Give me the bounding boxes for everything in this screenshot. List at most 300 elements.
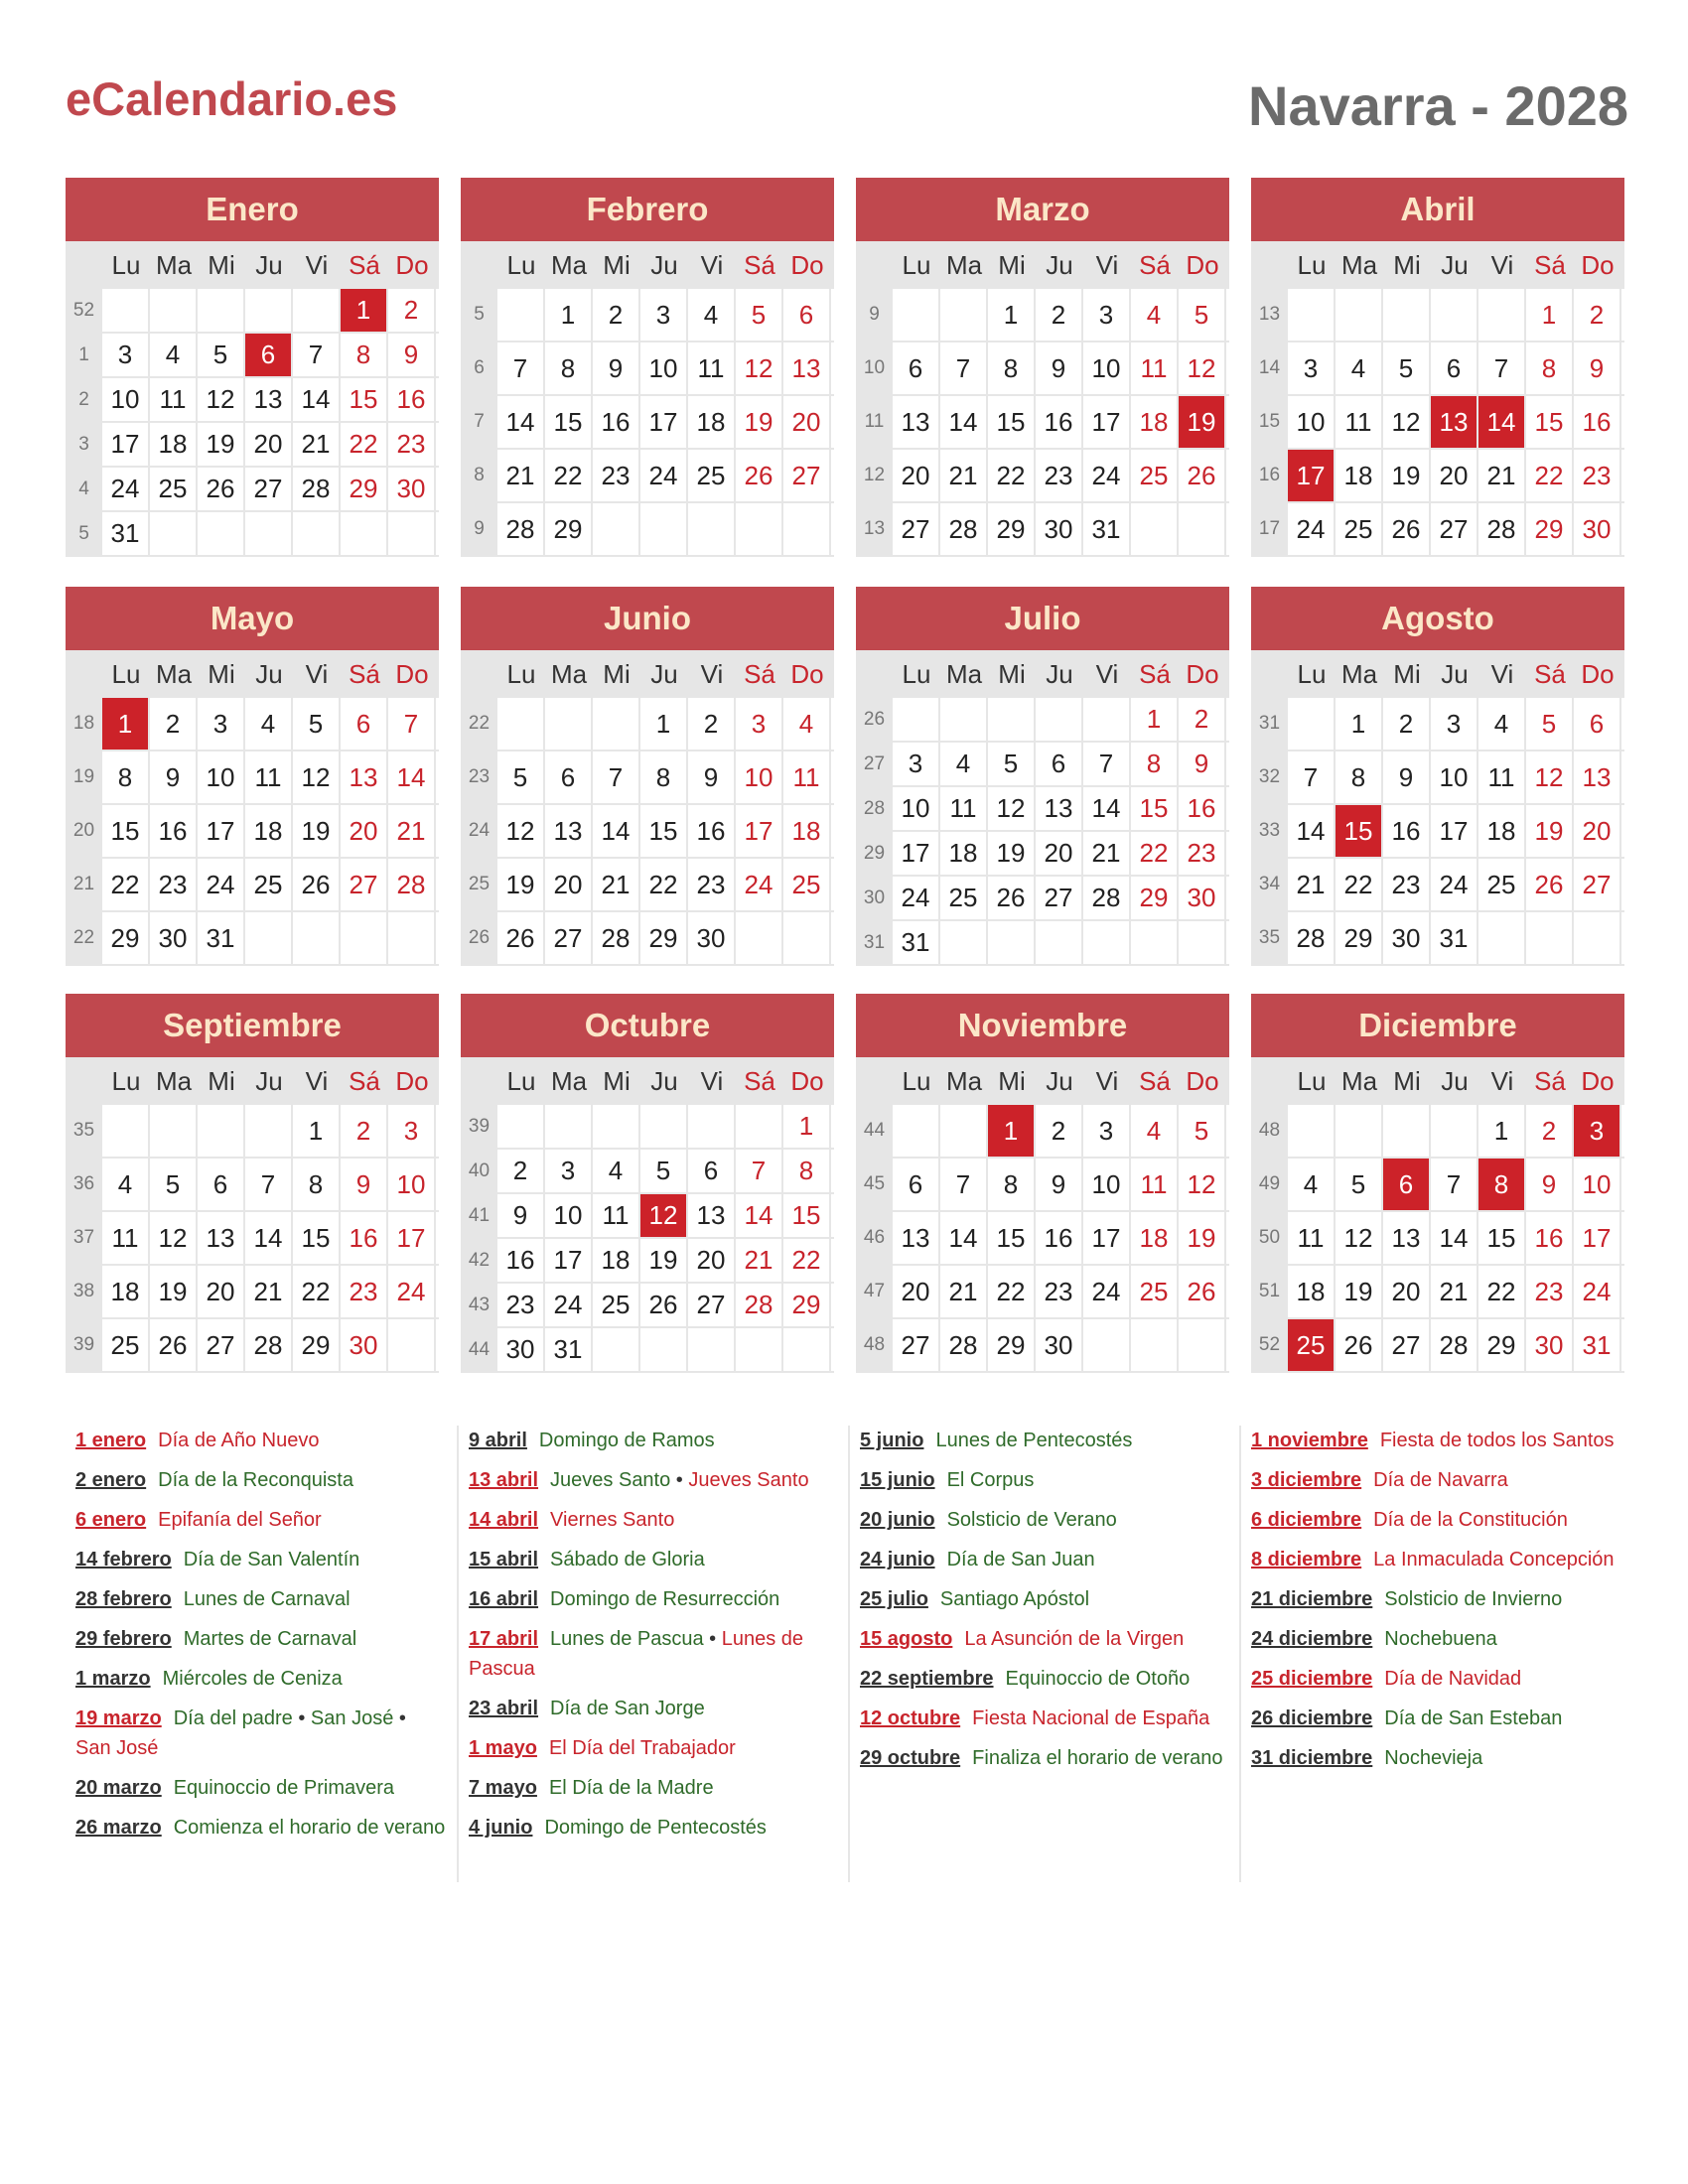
day-cell[interactable]: 29	[1478, 1319, 1526, 1371]
day-cell[interactable]: 29	[783, 1284, 831, 1326]
holiday-date-link[interactable]: 16 abril	[469, 1588, 539, 1610]
holiday-date-link[interactable]: 4 junio	[469, 1817, 533, 1839]
day-cell[interactable]: 11	[1336, 396, 1383, 448]
day-cell[interactable]: 23	[497, 1284, 545, 1326]
day-cell[interactable]: 21	[1431, 1266, 1478, 1317]
day-cell[interactable]: 29	[1526, 503, 1574, 555]
day-cell[interactable]: 18	[1478, 805, 1526, 857]
day-cell[interactable]: 24	[102, 468, 150, 510]
holiday-date-link[interactable]: 23 abril	[469, 1698, 539, 1719]
day-cell[interactable]: 9	[341, 1159, 388, 1210]
day-cell[interactable]: 14	[1431, 1212, 1478, 1264]
day-cell[interactable]: 15	[1526, 396, 1574, 448]
day-cell[interactable]: 2	[497, 1150, 545, 1192]
day-cell[interactable]: 24	[1431, 859, 1478, 910]
day-cell[interactable]: 4	[1131, 1105, 1179, 1157]
day-cell[interactable]: 30	[1526, 1319, 1574, 1371]
day-cell[interactable]: 17	[1574, 1212, 1621, 1264]
day-cell[interactable]: 28	[940, 503, 988, 555]
day-cell[interactable]: 23	[1574, 450, 1621, 501]
day-cell[interactable]: 23	[1383, 859, 1431, 910]
day-cell[interactable]: 17	[640, 396, 688, 448]
holiday-date-link[interactable]: 24 diciembre	[1251, 1628, 1373, 1650]
day-cell[interactable]: 20	[1574, 805, 1621, 857]
day-cell[interactable]: 26	[736, 450, 783, 501]
day-cell[interactable]: 12	[988, 787, 1036, 830]
day-cell[interactable]: 29	[988, 503, 1036, 555]
day-cell[interactable]: 19	[1383, 450, 1431, 501]
day-cell[interactable]: 10	[198, 751, 245, 803]
day-cell[interactable]: 25	[1131, 1266, 1179, 1317]
day-cell[interactable]: 12	[293, 751, 341, 803]
day-cell[interactable]: 7	[293, 334, 341, 376]
holiday-day-cell[interactable]: 1	[988, 1105, 1036, 1157]
holiday-date-link[interactable]: 28 febrero	[75, 1588, 172, 1610]
day-cell[interactable]: 16	[1036, 1212, 1083, 1264]
day-cell[interactable]: 18	[1336, 450, 1383, 501]
day-cell[interactable]: 11	[102, 1212, 150, 1264]
holiday-date-link[interactable]: 15 abril	[469, 1549, 539, 1570]
day-cell[interactable]: 19	[736, 396, 783, 448]
day-cell[interactable]: 28	[940, 1319, 988, 1371]
day-cell[interactable]: 5	[150, 1159, 198, 1210]
day-cell[interactable]: 24	[388, 1266, 436, 1317]
day-cell[interactable]: 5	[497, 751, 545, 803]
day-cell[interactable]: 7	[1431, 1159, 1478, 1210]
day-cell[interactable]: 23	[341, 1266, 388, 1317]
day-cell[interactable]: 29	[102, 912, 150, 964]
day-cell[interactable]: 14	[245, 1212, 293, 1264]
day-cell[interactable]: 12	[497, 805, 545, 857]
day-cell[interactable]: 28	[593, 912, 640, 964]
holiday-date-link[interactable]: 26 marzo	[75, 1817, 162, 1839]
day-cell[interactable]: 22	[988, 450, 1036, 501]
day-cell[interactable]: 14	[497, 396, 545, 448]
day-cell[interactable]: 1	[640, 698, 688, 750]
day-cell[interactable]: 2	[1526, 1105, 1574, 1157]
day-cell[interactable]: 26	[640, 1284, 688, 1326]
holiday-date-link[interactable]: 22 septiembre	[860, 1668, 994, 1690]
holiday-date-link[interactable]: 13 abril	[469, 1469, 539, 1491]
day-cell[interactable]: 29	[545, 503, 593, 555]
day-cell[interactable]: 30	[1574, 503, 1621, 555]
day-cell[interactable]: 8	[988, 342, 1036, 394]
day-cell[interactable]: 29	[640, 912, 688, 964]
holiday-date-link[interactable]: 15 agosto	[860, 1628, 953, 1650]
day-cell[interactable]: 22	[1478, 1266, 1526, 1317]
day-cell[interactable]: 29	[1131, 877, 1179, 919]
holiday-date-link[interactable]: 29 febrero	[75, 1628, 172, 1650]
day-cell[interactable]: 17	[893, 832, 940, 875]
day-cell[interactable]: 6	[198, 1159, 245, 1210]
day-cell[interactable]: 28	[293, 468, 341, 510]
day-cell[interactable]: 13	[893, 396, 940, 448]
day-cell[interactable]: 10	[545, 1194, 593, 1237]
day-cell[interactable]: 28	[1083, 877, 1131, 919]
day-cell[interactable]: 23	[688, 859, 736, 910]
day-cell[interactable]: 12	[1179, 342, 1226, 394]
day-cell[interactable]: 16	[1179, 787, 1226, 830]
holiday-date-link[interactable]: 8 diciembre	[1251, 1549, 1362, 1570]
day-cell[interactable]: 5	[1179, 1105, 1226, 1157]
day-cell[interactable]: 25	[245, 859, 293, 910]
day-cell[interactable]: 25	[940, 877, 988, 919]
day-cell[interactable]: 26	[988, 877, 1036, 919]
day-cell[interactable]: 14	[1083, 787, 1131, 830]
day-cell[interactable]: 23	[1036, 1266, 1083, 1317]
day-cell[interactable]: 27	[1431, 503, 1478, 555]
day-cell[interactable]: 5	[293, 698, 341, 750]
day-cell[interactable]: 19	[1179, 1212, 1226, 1264]
day-cell[interactable]: 29	[1336, 912, 1383, 964]
holiday-date-link[interactable]: 26 diciembre	[1251, 1707, 1373, 1729]
day-cell[interactable]: 17	[545, 1239, 593, 1282]
day-cell[interactable]: 15	[293, 1212, 341, 1264]
holiday-day-cell[interactable]: 3	[1574, 1105, 1621, 1157]
day-cell[interactable]: 3	[102, 334, 150, 376]
day-cell[interactable]: 20	[688, 1239, 736, 1282]
day-cell[interactable]: 3	[640, 289, 688, 341]
day-cell[interactable]: 13	[545, 805, 593, 857]
day-cell[interactable]: 5	[1526, 698, 1574, 750]
holiday-day-cell[interactable]: 1	[102, 698, 150, 750]
day-cell[interactable]: 10	[1083, 1159, 1131, 1210]
day-cell[interactable]: 15	[988, 396, 1036, 448]
day-cell[interactable]: 7	[388, 698, 436, 750]
day-cell[interactable]: 25	[688, 450, 736, 501]
holiday-date-link[interactable]: 31 diciembre	[1251, 1747, 1373, 1769]
day-cell[interactable]: 16	[150, 805, 198, 857]
day-cell[interactable]: 8	[1336, 751, 1383, 803]
day-cell[interactable]: 8	[1526, 342, 1574, 394]
day-cell[interactable]: 21	[497, 450, 545, 501]
holiday-date-link[interactable]: 2 enero	[75, 1469, 147, 1491]
day-cell[interactable]: 9	[1179, 743, 1226, 785]
day-cell[interactable]: 7	[1288, 751, 1336, 803]
day-cell[interactable]: 30	[341, 1319, 388, 1371]
day-cell[interactable]: 18	[1288, 1266, 1336, 1317]
day-cell[interactable]: 20	[198, 1266, 245, 1317]
holiday-day-cell[interactable]: 1	[341, 289, 388, 332]
day-cell[interactable]: 11	[1131, 342, 1179, 394]
day-cell[interactable]: 19	[1526, 805, 1574, 857]
day-cell[interactable]: 20	[893, 1266, 940, 1317]
day-cell[interactable]: 5	[198, 334, 245, 376]
day-cell[interactable]: 23	[1036, 450, 1083, 501]
day-cell[interactable]: 2	[593, 289, 640, 341]
day-cell[interactable]: 11	[783, 751, 831, 803]
holiday-day-cell[interactable]: 8	[1478, 1159, 1526, 1210]
day-cell[interactable]: 24	[198, 859, 245, 910]
day-cell[interactable]: 18	[593, 1239, 640, 1282]
day-cell[interactable]: 31	[1574, 1319, 1621, 1371]
day-cell[interactable]: 9	[1036, 1159, 1083, 1210]
day-cell[interactable]: 3	[1083, 289, 1131, 341]
day-cell[interactable]: 9	[497, 1194, 545, 1237]
day-cell[interactable]: 14	[293, 378, 341, 421]
day-cell[interactable]: 26	[1383, 503, 1431, 555]
day-cell[interactable]: 9	[150, 751, 198, 803]
day-cell[interactable]: 3	[1431, 698, 1478, 750]
day-cell[interactable]: 29	[293, 1319, 341, 1371]
day-cell[interactable]: 11	[593, 1194, 640, 1237]
holiday-date-link[interactable]: 21 diciembre	[1251, 1588, 1373, 1610]
day-cell[interactable]: 19	[293, 805, 341, 857]
day-cell[interactable]: 21	[1083, 832, 1131, 875]
day-cell[interactable]: 10	[640, 342, 688, 394]
day-cell[interactable]: 28	[736, 1284, 783, 1326]
day-cell[interactable]: 15	[988, 1212, 1036, 1264]
holiday-day-cell[interactable]: 12	[640, 1194, 688, 1237]
day-cell[interactable]: 21	[388, 805, 436, 857]
day-cell[interactable]: 13	[783, 342, 831, 394]
day-cell[interactable]: 17	[1431, 805, 1478, 857]
day-cell[interactable]: 2	[150, 698, 198, 750]
holiday-date-link[interactable]: 25 diciembre	[1251, 1668, 1373, 1690]
day-cell[interactable]: 11	[1478, 751, 1526, 803]
day-cell[interactable]: 26	[1179, 1266, 1226, 1317]
day-cell[interactable]: 27	[545, 912, 593, 964]
day-cell[interactable]: 14	[388, 751, 436, 803]
holiday-day-cell[interactable]: 15	[1336, 805, 1383, 857]
day-cell[interactable]: 27	[198, 1319, 245, 1371]
day-cell[interactable]: 10	[1288, 396, 1336, 448]
day-cell[interactable]: 4	[593, 1150, 640, 1192]
day-cell[interactable]: 10	[1083, 342, 1131, 394]
day-cell[interactable]: 22	[1526, 450, 1574, 501]
day-cell[interactable]: 6	[688, 1150, 736, 1192]
day-cell[interactable]: 4	[102, 1159, 150, 1210]
day-cell[interactable]: 11	[245, 751, 293, 803]
day-cell[interactable]: 1	[1478, 1105, 1526, 1157]
day-cell[interactable]: 23	[1526, 1266, 1574, 1317]
day-cell[interactable]: 22	[293, 1266, 341, 1317]
day-cell[interactable]: 6	[1431, 342, 1478, 394]
day-cell[interactable]: 7	[1083, 743, 1131, 785]
day-cell[interactable]: 27	[1036, 877, 1083, 919]
day-cell[interactable]: 28	[388, 859, 436, 910]
holiday-day-cell[interactable]: 17	[1288, 450, 1336, 501]
day-cell[interactable]: 30	[497, 1328, 545, 1371]
day-cell[interactable]: 16	[1526, 1212, 1574, 1264]
day-cell[interactable]: 21	[736, 1239, 783, 1282]
day-cell[interactable]: 23	[150, 859, 198, 910]
day-cell[interactable]: 4	[1288, 1159, 1336, 1210]
day-cell[interactable]: 11	[1288, 1212, 1336, 1264]
day-cell[interactable]: 8	[293, 1159, 341, 1210]
day-cell[interactable]: 24	[736, 859, 783, 910]
day-cell[interactable]: 27	[341, 859, 388, 910]
day-cell[interactable]: 11	[940, 787, 988, 830]
day-cell[interactable]: 24	[1574, 1266, 1621, 1317]
day-cell[interactable]: 16	[593, 396, 640, 448]
day-cell[interactable]: 5	[736, 289, 783, 341]
day-cell[interactable]: 6	[1574, 698, 1621, 750]
day-cell[interactable]: 8	[988, 1159, 1036, 1210]
day-cell[interactable]: 27	[1383, 1319, 1431, 1371]
holiday-date-link[interactable]: 20 junio	[860, 1509, 935, 1531]
day-cell[interactable]: 3	[736, 698, 783, 750]
holiday-day-cell[interactable]: 6	[1383, 1159, 1431, 1210]
day-cell[interactable]: 13	[245, 378, 293, 421]
day-cell[interactable]: 20	[893, 450, 940, 501]
day-cell[interactable]: 7	[736, 1150, 783, 1192]
day-cell[interactable]: 12	[1383, 396, 1431, 448]
day-cell[interactable]: 15	[783, 1194, 831, 1237]
day-cell[interactable]: 16	[1574, 396, 1621, 448]
day-cell[interactable]: 6	[893, 342, 940, 394]
day-cell[interactable]: 30	[388, 468, 436, 510]
day-cell[interactable]: 9	[1383, 751, 1431, 803]
day-cell[interactable]: 14	[940, 1212, 988, 1264]
day-cell[interactable]: 12	[1336, 1212, 1383, 1264]
day-cell[interactable]: 3	[388, 1105, 436, 1157]
day-cell[interactable]: 12	[198, 378, 245, 421]
day-cell[interactable]: 31	[102, 512, 150, 555]
day-cell[interactable]: 25	[1336, 503, 1383, 555]
day-cell[interactable]: 16	[497, 1239, 545, 1282]
day-cell[interactable]: 16	[341, 1212, 388, 1264]
day-cell[interactable]: 24	[640, 450, 688, 501]
day-cell[interactable]: 31	[1431, 912, 1478, 964]
day-cell[interactable]: 7	[245, 1159, 293, 1210]
day-cell[interactable]: 11	[150, 378, 198, 421]
day-cell[interactable]: 28	[1288, 912, 1336, 964]
holiday-date-link[interactable]: 7 mayo	[469, 1777, 537, 1799]
day-cell[interactable]: 8	[545, 342, 593, 394]
day-cell[interactable]: 5	[1383, 342, 1431, 394]
day-cell[interactable]: 4	[245, 698, 293, 750]
day-cell[interactable]: 20	[1036, 832, 1083, 875]
day-cell[interactable]: 8	[102, 751, 150, 803]
day-cell[interactable]: 4	[1478, 698, 1526, 750]
day-cell[interactable]: 16	[1383, 805, 1431, 857]
day-cell[interactable]: 22	[1131, 832, 1179, 875]
day-cell[interactable]: 20	[1383, 1266, 1431, 1317]
day-cell[interactable]: 16	[388, 378, 436, 421]
day-cell[interactable]: 22	[1336, 859, 1383, 910]
day-cell[interactable]: 15	[341, 378, 388, 421]
day-cell[interactable]: 10	[1574, 1159, 1621, 1210]
day-cell[interactable]: 1	[293, 1105, 341, 1157]
holiday-day-cell[interactable]: 6	[245, 334, 293, 376]
day-cell[interactable]: 15	[640, 805, 688, 857]
day-cell[interactable]: 2	[341, 1105, 388, 1157]
day-cell[interactable]: 6	[341, 698, 388, 750]
day-cell[interactable]: 1	[545, 289, 593, 341]
holiday-date-link[interactable]: 6 diciembre	[1251, 1509, 1362, 1531]
day-cell[interactable]: 23	[388, 423, 436, 466]
day-cell[interactable]: 17	[388, 1212, 436, 1264]
holiday-day-cell[interactable]: 14	[1478, 396, 1526, 448]
day-cell[interactable]: 30	[1383, 912, 1431, 964]
day-cell[interactable]: 26	[1526, 859, 1574, 910]
day-cell[interactable]: 27	[893, 1319, 940, 1371]
holiday-date-link[interactable]: 1 mayo	[469, 1737, 537, 1759]
day-cell[interactable]: 9	[388, 334, 436, 376]
holiday-date-link[interactable]: 20 marzo	[75, 1777, 162, 1799]
day-cell[interactable]: 1	[1336, 698, 1383, 750]
day-cell[interactable]: 9	[688, 751, 736, 803]
day-cell[interactable]: 23	[593, 450, 640, 501]
day-cell[interactable]: 8	[1131, 743, 1179, 785]
day-cell[interactable]: 14	[593, 805, 640, 857]
day-cell[interactable]: 7	[1478, 342, 1526, 394]
day-cell[interactable]: 11	[1131, 1159, 1179, 1210]
day-cell[interactable]: 16	[688, 805, 736, 857]
day-cell[interactable]: 19	[497, 859, 545, 910]
day-cell[interactable]: 22	[102, 859, 150, 910]
day-cell[interactable]: 18	[940, 832, 988, 875]
day-cell[interactable]: 3	[893, 743, 940, 785]
day-cell[interactable]: 14	[940, 396, 988, 448]
day-cell[interactable]: 30	[150, 912, 198, 964]
day-cell[interactable]: 1	[988, 289, 1036, 341]
day-cell[interactable]: 4	[1336, 342, 1383, 394]
day-cell[interactable]: 17	[736, 805, 783, 857]
holiday-date-link[interactable]: 25 julio	[860, 1588, 928, 1610]
day-cell[interactable]: 18	[688, 396, 736, 448]
day-cell[interactable]: 21	[245, 1266, 293, 1317]
day-cell[interactable]: 13	[1574, 751, 1621, 803]
day-cell[interactable]: 12	[1526, 751, 1574, 803]
day-cell[interactable]: 5	[988, 743, 1036, 785]
holiday-date-link[interactable]: 15 junio	[860, 1469, 935, 1491]
day-cell[interactable]: 8	[783, 1150, 831, 1192]
day-cell[interactable]: 4	[688, 289, 736, 341]
holiday-date-link[interactable]: 5 junio	[860, 1430, 924, 1451]
day-cell[interactable]: 21	[940, 450, 988, 501]
day-cell[interactable]: 26	[497, 912, 545, 964]
day-cell[interactable]: 25	[593, 1284, 640, 1326]
day-cell[interactable]: 25	[150, 468, 198, 510]
day-cell[interactable]: 19	[640, 1239, 688, 1282]
day-cell[interactable]: 7	[497, 342, 545, 394]
day-cell[interactable]: 4	[783, 698, 831, 750]
day-cell[interactable]: 21	[593, 859, 640, 910]
day-cell[interactable]: 3	[1288, 342, 1336, 394]
day-cell[interactable]: 14	[1288, 805, 1336, 857]
day-cell[interactable]: 10	[1431, 751, 1478, 803]
day-cell[interactable]: 15	[1131, 787, 1179, 830]
day-cell[interactable]: 30	[1036, 503, 1083, 555]
day-cell[interactable]: 21	[1288, 859, 1336, 910]
day-cell[interactable]: 28	[1478, 503, 1526, 555]
day-cell[interactable]: 22	[988, 1266, 1036, 1317]
day-cell[interactable]: 9	[1526, 1159, 1574, 1210]
day-cell[interactable]: 31	[1083, 503, 1131, 555]
day-cell[interactable]: 19	[988, 832, 1036, 875]
day-cell[interactable]: 10	[893, 787, 940, 830]
day-cell[interactable]: 18	[102, 1266, 150, 1317]
day-cell[interactable]: 12	[150, 1212, 198, 1264]
day-cell[interactable]: 27	[688, 1284, 736, 1326]
day-cell[interactable]: 21	[1478, 450, 1526, 501]
holiday-date-link[interactable]: 14 abril	[469, 1509, 539, 1531]
day-cell[interactable]: 18	[1131, 396, 1179, 448]
day-cell[interactable]: 31	[198, 912, 245, 964]
day-cell[interactable]: 2	[1574, 289, 1621, 341]
day-cell[interactable]: 17	[198, 805, 245, 857]
day-cell[interactable]: 13	[1383, 1212, 1431, 1264]
day-cell[interactable]: 25	[1478, 859, 1526, 910]
day-cell[interactable]: 10	[388, 1159, 436, 1210]
day-cell[interactable]: 15	[102, 805, 150, 857]
day-cell[interactable]: 6	[893, 1159, 940, 1210]
holiday-date-link[interactable]: 14 febrero	[75, 1549, 172, 1570]
day-cell[interactable]: 20	[545, 859, 593, 910]
day-cell[interactable]: 2	[688, 698, 736, 750]
